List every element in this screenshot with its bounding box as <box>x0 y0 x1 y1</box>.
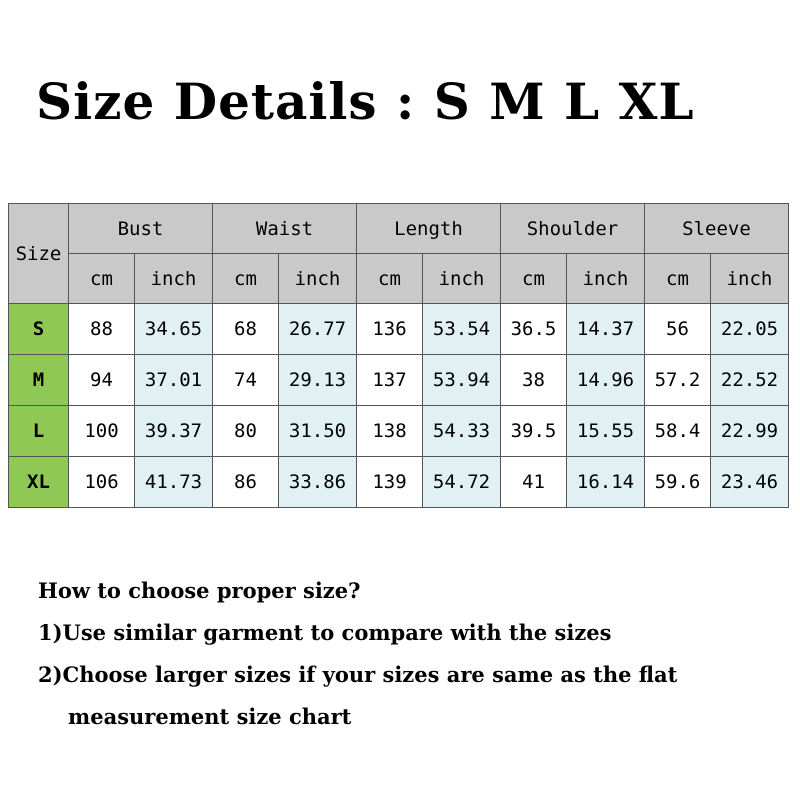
table-row <box>9 304 789 355</box>
table-cell: 86 <box>213 457 279 508</box>
unit-cm-header: cm <box>213 254 279 304</box>
table-row <box>9 457 789 508</box>
table-cell: 36.5 <box>501 304 567 355</box>
table-cell: 54.33 <box>423 406 501 457</box>
table-cell: 16.14 <box>567 457 645 508</box>
table-cell: 38 <box>501 355 567 406</box>
table-cell: 53.94 <box>423 355 501 406</box>
table-row <box>9 406 789 457</box>
unit-inch-header: inch <box>135 254 213 304</box>
table-cell: 14.96 <box>567 355 645 406</box>
shoulder-header: Shoulder <box>501 204 645 254</box>
notes-line-1: 1)Use similar garment to compare with the sizes <box>38 620 612 645</box>
size-guide-notes <box>38 570 778 738</box>
table-cell: 139 <box>357 457 423 508</box>
table-cell: 22.52 <box>711 355 789 406</box>
unit-inch-header: inch <box>567 254 645 304</box>
length-header: Length <box>357 204 501 254</box>
table-cell: 41.73 <box>135 457 213 508</box>
unit-cm-header: cm <box>645 254 711 304</box>
table-cell: 56 <box>645 304 711 355</box>
table-cell: 100 <box>69 406 135 457</box>
table-cell: 29.13 <box>279 355 357 406</box>
waist-header: Waist <box>213 204 357 254</box>
table-row <box>9 355 789 406</box>
page-title: Size Details : S M L XL <box>36 72 695 131</box>
size-label-cell: XL <box>9 457 69 508</box>
table-cell: 94 <box>69 355 135 406</box>
unit-inch-header: inch <box>279 254 357 304</box>
table-cell: 41 <box>501 457 567 508</box>
size-table <box>8 203 789 508</box>
unit-inch-header: inch <box>711 254 789 304</box>
table-cell: 39.37 <box>135 406 213 457</box>
unit-cm-header: cm <box>357 254 423 304</box>
size-label-cell: M <box>9 355 69 406</box>
size-label-cell: S <box>9 304 69 355</box>
table-cell: 57.2 <box>645 355 711 406</box>
size-label-cell: L <box>9 406 69 457</box>
unit-inch-header: inch <box>423 254 501 304</box>
size-header: Size <box>9 204 69 304</box>
table-cell: 31.50 <box>279 406 357 457</box>
table-cell: 88 <box>69 304 135 355</box>
unit-cm-header: cm <box>69 254 135 304</box>
table-cell: 15.55 <box>567 406 645 457</box>
table-cell: 22.99 <box>711 406 789 457</box>
table-cell: 53.54 <box>423 304 501 355</box>
table-cell: 22.05 <box>711 304 789 355</box>
sleeve-header: Sleeve <box>645 204 789 254</box>
table-cell: 26.77 <box>279 304 357 355</box>
table-cell: 137 <box>357 355 423 406</box>
table-cell: 23.46 <box>711 457 789 508</box>
notes-line-2: 2)Choose larger sizes if your sizes are same as the flat <box>38 662 678 687</box>
table-cell: 106 <box>69 457 135 508</box>
table-cell: 54.72 <box>423 457 501 508</box>
table-cell: 33.86 <box>279 457 357 508</box>
table-cell: 136 <box>357 304 423 355</box>
table-cell: 80 <box>213 406 279 457</box>
table-cell: 74 <box>213 355 279 406</box>
table-cell: 68 <box>213 304 279 355</box>
table-cell: 58.4 <box>645 406 711 457</box>
table-cell: 39.5 <box>501 406 567 457</box>
notes-heading: How to choose proper size? <box>38 578 361 603</box>
table-cell: 37.01 <box>135 355 213 406</box>
bust-header: Bust <box>69 204 213 254</box>
table-cell: 14.37 <box>567 304 645 355</box>
unit-cm-header: cm <box>501 254 567 304</box>
table-cell: 138 <box>357 406 423 457</box>
table-cell: 59.6 <box>645 457 711 508</box>
table-cell: 34.65 <box>135 304 213 355</box>
notes-line-3: measurement size chart <box>68 704 352 729</box>
